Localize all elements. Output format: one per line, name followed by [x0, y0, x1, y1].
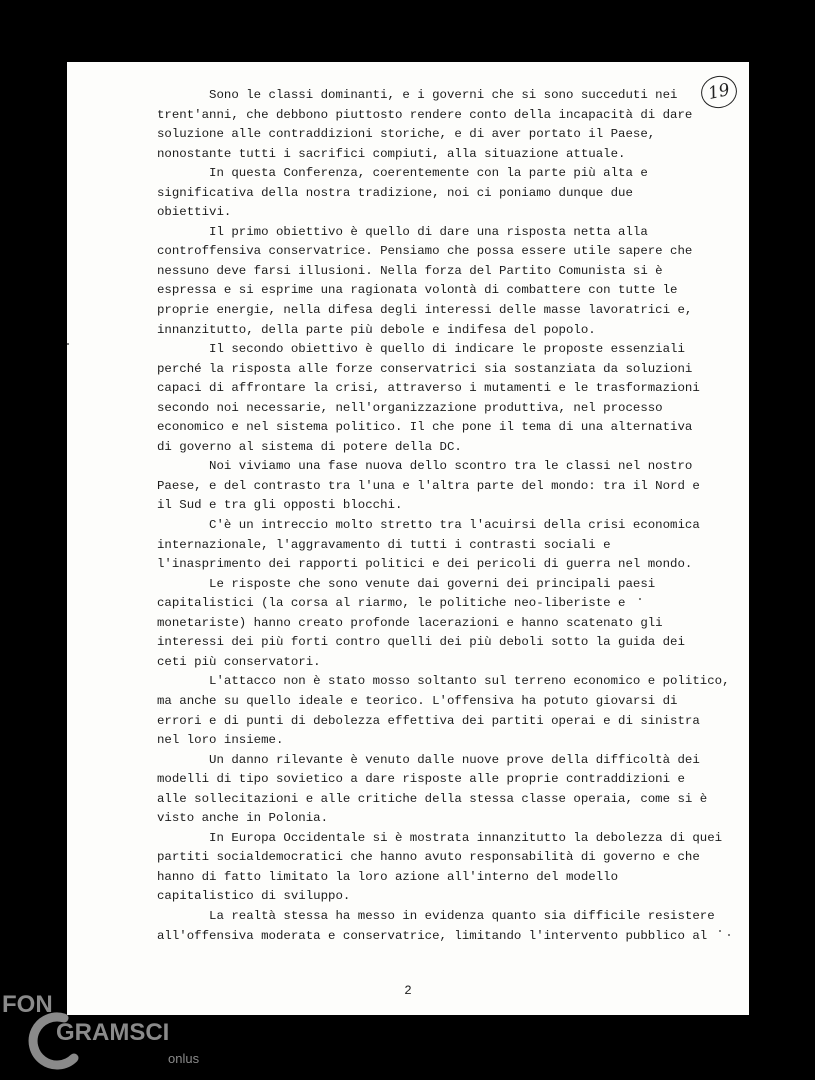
paragraph	[157, 907, 715, 946]
text-line: significativa della nostra tradizione, noi ci poniamo dunque due	[157, 185, 633, 200]
paragraph	[157, 575, 685, 673]
text-line: nessuno deve farsi illusioni. Nella forza del Partito Comunista si è	[157, 263, 663, 278]
text-line: l'inasprimento dei rapporti politici e dei pericoli di guerra nel mondo.	[157, 557, 693, 572]
text-line: Le risposte che sono venute dai governi dei principali paesi	[157, 576, 656, 591]
text-line: perché la risposta alle forze conservatrici sia sostanziata da soluzioni	[157, 361, 693, 376]
paragraph	[157, 516, 700, 575]
archive-number-text: 19	[706, 79, 732, 105]
watermark-text-onlus: onlus	[168, 1051, 200, 1066]
text-line: modelli di tipo sovietico a dare risposte alle proprie contraddizioni e	[157, 772, 685, 787]
text-line: il Sud e tra gli opposti blocchi.	[157, 498, 403, 513]
text-line: proprie energie, nella difesa degli interessi delle masse lavoratrici e,	[157, 303, 693, 318]
text-line: ceti più conservatori.	[157, 654, 321, 669]
paragraph	[157, 829, 723, 907]
paragraph	[157, 86, 693, 164]
scan-speck	[67, 343, 69, 345]
scan-speck	[639, 598, 641, 600]
text-line: di governo al sistema di potere della DC.	[157, 439, 462, 454]
text-line: La realtà stessa ha messo in evidenza quanto sia difficile resistere	[157, 908, 715, 923]
text-line: capaci di affrontare la crisi, attraverso i mutamenti e le trasformazioni	[157, 381, 700, 396]
page-number: 2	[404, 984, 412, 998]
text-line: all'offensiva moderata e conservatrice, limitando l'intervento pubblico al	[157, 928, 708, 943]
text-line: innanzitutto, della parte più debole e indifesa del popolo.	[157, 322, 596, 337]
text-line: interessi dei più forti contro quelli dei più deboli sotto la guida dei	[157, 635, 685, 650]
text-line: Noi viviamo una fase nuova dello scontro tra le classi nel nostro	[157, 459, 693, 474]
text-line: soluzione alle contraddizioni storiche, e di aver portato il Paese,	[157, 127, 656, 142]
paragraph	[157, 751, 708, 829]
text-line: capitalistico di sviluppo.	[157, 889, 351, 904]
text-line: internazionale, l'aggravamento di tutti i contrasti sociali e	[157, 537, 611, 552]
text-line: secondo noi necessarie, nell'organizzazione produttiva, nel processo	[157, 400, 663, 415]
text-line: errori e di punti di debolezza effettiva dei partiti operai e di sinistra	[157, 713, 700, 728]
text-line: In questa Conferenza, coerentemente con la parte più alta e	[157, 166, 648, 181]
paragraph	[157, 457, 700, 516]
text-line: Il secondo obiettivo è quello di indicare le proposte essenziali	[157, 342, 685, 357]
archive-number-stamp	[698, 73, 740, 112]
text-line: Sono le classi dominanti, e i governi che si sono succeduti nei	[157, 88, 678, 102]
text-line: capitalistici (la corsa al riarmo, le politiche neo-liberiste e	[157, 596, 626, 611]
paragraph	[157, 672, 730, 750]
scan-speck	[719, 930, 721, 932]
text-line: C'è un intreccio molto stretto tra l'acuirsi della crisi economica	[157, 518, 700, 533]
text-line: nonostante tutti i sacrifici compiuti, alla situazione attuale.	[157, 146, 626, 161]
text-line: economico e nel sistema politico. Il che pone il tema di una alternativa	[157, 420, 693, 435]
text-line: monetariste) hanno creato profonde lacerazioni e hanno scatenato gli	[157, 615, 663, 630]
text-line: ma anche su quello ideale e teorico. L'offensiva ha potuto giovarsi di	[157, 693, 678, 708]
text-line: nel loro insieme.	[157, 733, 284, 748]
paragraph	[157, 223, 693, 340]
text-line: Il primo obiettivo è quello di dare una risposta netta alla	[157, 224, 648, 239]
paragraph	[157, 164, 646, 223]
paragraph	[157, 340, 700, 457]
text-line: alle sollecitazioni e alle critiche della stessa classe operaia, come si è	[157, 791, 708, 806]
text-line: L'attacco non è stato mosso soltanto sul terreno economico e politico,	[157, 674, 730, 689]
text-line: partiti socialdemocratici che hanno avuto responsabilità di governo e che	[157, 850, 700, 865]
text-line: obiettivi.	[157, 205, 232, 220]
text-line: controffensiva conservatrice. Pensiamo che possa essere utile sapere che	[157, 244, 693, 259]
watermark-text-fon: FON	[2, 991, 53, 1018]
text-line: In Europa Occidentale si è mostrata innanzitutto la debolezza di quei	[157, 830, 723, 845]
fondazione-gramsci-watermark	[0, 988, 230, 1080]
text-line: trent'anni, che debbono piuttosto rendere conto della incapacità di dare	[157, 107, 693, 122]
watermark-text-gramsci: GRAMSCI	[56, 1019, 170, 1046]
text-line: hanno di fatto limitato la loro azione all'interno del modello	[157, 869, 619, 884]
text-line: visto anche in Polonia.	[157, 811, 329, 826]
scan-speck	[728, 934, 730, 936]
text-line: Paese, e del contrasto tra l'una e l'altra parte del mondo: tra il Nord e	[157, 478, 700, 493]
text-line: espressa e si esprime una ragionata volontà di combattere con tutte le	[157, 283, 678, 298]
text-line: Un danno rilevante è venuto dalle nuove prove della difficoltà dei	[157, 752, 700, 767]
document-page	[67, 62, 749, 1015]
